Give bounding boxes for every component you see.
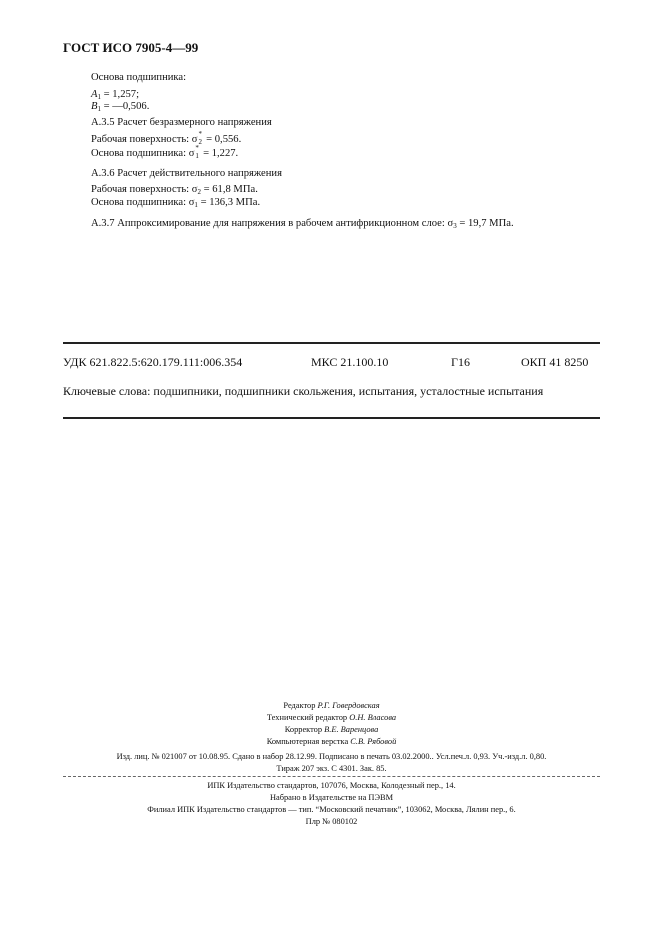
bottom-rule [63,417,600,419]
a1-index: 1 [97,93,101,101]
a37-text: А.3.7 Аппроксимирование для напряжения в рабочем антифрикционном слое: σ [91,218,454,229]
b1-symbol: B [91,101,98,112]
a35-title: А.3.5 Расчет безразмерного напряжения [91,117,272,128]
imprint-line-1: Изд. лиц. № 021007 от 10.08.95. Сдано в набор 28.12.99. Подписано в печать 03.02.2000.. Усл.печ.л. 0,93. Уч.-изд.л. 0,80. [116,752,547,761]
credit-editor: Редактор Р.Г. Говердовская [283,701,380,710]
a36-work-label: Рабочая поверхность: σ [91,184,198,195]
group-code: Г16 [451,355,470,369]
a35-base-value: = 1,227. [203,148,239,159]
a36-title: А.3.6 Расчет действительного напряжения [91,168,282,179]
b1-value: = —0,506. [103,101,150,112]
credit-tech-editor: Технический редактор О.Н. Власова [266,713,397,722]
credit-corrector: Корректор В.Е. Варенцова [284,725,379,734]
base-label: Основа подшипника: [91,72,187,83]
a37-value: = 19,7 МПа. [459,218,514,229]
udk-code: УДК 621.822.5:620.179.111:006.354 [63,355,243,369]
a35-work-sup: * [198,130,202,138]
document-header: ГОСТ ИСО 7905-4—99 [63,40,199,55]
b1-index: 1 [97,105,101,113]
a35-base-sub: 1 [195,152,199,160]
credit-layout: Компьютерная верстка С.В. Рябовой [266,737,397,746]
editorial-credits [63,700,600,748]
imprint-line-5: Филиал ИПК Издательство стандартов — тип. “Московский печатник”, 103062, Москва, Лялин пер., 6. [147,805,516,814]
a35-base-sup: * [195,144,199,152]
imprint-line-6: Плр № 080102 [305,817,358,826]
b1-line [91,100,149,116]
a36-base-line [91,196,260,212]
a36-base-value: = 136,3 МПа. [200,197,261,208]
a36-work-value: = 61,8 МПа. [203,184,258,195]
a36-base-sub: 1 [194,201,198,209]
a36-base-label: Основа подшипника: σ [91,197,195,208]
a1-value: = 1,257; [103,89,140,100]
a37-sub: 3 [453,222,457,230]
a35-work-line [91,130,242,146]
a36-work-sub: 2 [197,188,201,196]
a35-work-value: = 0,556. [206,134,242,145]
a35-work-label: Рабочая поверхность: σ [91,134,198,145]
mks-code: МКС 21.100.10 [311,355,389,369]
imprint-line-4: Набрано в Издательстве на ПЭВМ [269,793,394,802]
a35-base-line [91,144,239,160]
top-rule [63,342,600,344]
imprint-line-3: ИПК Издательство стандартов, 107076, Москва, Колодезный пер., 14. [207,781,456,790]
a35-base-label: Основа подшипника: σ [91,148,195,159]
imprint-divider [63,776,600,777]
imprint-line-2: Тираж 207 экз. С 4301. Зак. 85. [276,764,387,773]
keywords: Ключевые слова: подшипники, подшипники скольжения, испытания, усталостные испытания [63,384,544,398]
a1-symbol: A [91,89,98,100]
a37-line [91,217,514,233]
imprint-bottom [63,780,600,828]
okp-code: ОКП 41 8250 [521,355,589,369]
a35-work-sub: 2 [198,138,202,146]
imprint-top [63,751,600,775]
